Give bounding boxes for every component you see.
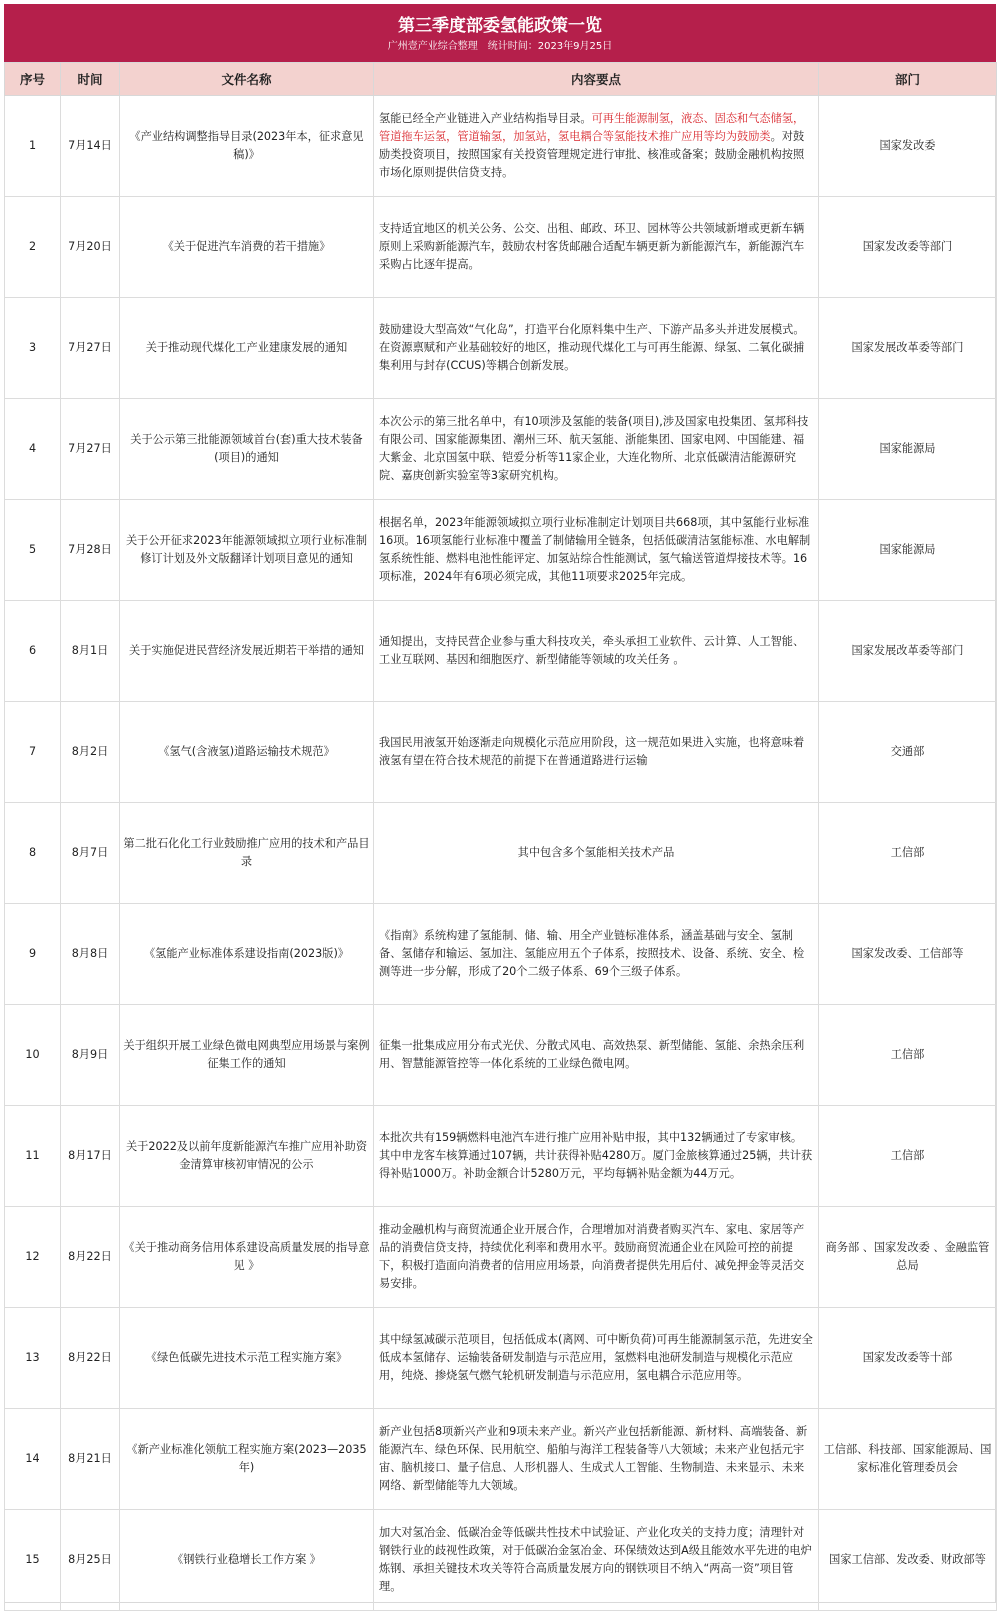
row-date: 8月17日	[61, 1106, 120, 1207]
row-number: 2	[5, 197, 61, 298]
row-department: 国家发改委	[819, 96, 997, 197]
row-content: 本次公示的第三批名单中，有10项涉及氢能的装备(项目),涉及国家电投集团、氢邦科技有限公司、国家能源集团、潮州三环、航天氢能、浙能集团、国家电网、中国能建、福大紫金、北京国氢中联、铠爱分析等11家企业，大连化物所、北京低碳清洁能源研究院、嘉庚创新实验室等3家研究机构。	[374, 399, 819, 500]
table-row	[5, 1510, 997, 1611]
table-row	[5, 298, 997, 399]
row-document: 关于实施促进民营经济发展近期若干举措的通知	[120, 601, 374, 702]
row-content: 鼓励建设大型高效“气化岛”，打造平台化原料集中生产、下游产品多头并进发展模式。在资源禀赋和产业基础较好的地区，推动现代煤化工与可再生能源、绿氢、二氧化碳捕集利用与封存(CCUS)等耦合创新发展。	[374, 298, 819, 399]
row-date: 8月21日	[61, 1409, 120, 1510]
row-department: 国家能源局	[819, 399, 997, 500]
row-content: 通知提出，支持民营企业参与重大科技攻关，牵头承担工业软件、云计算、人工智能、工业互联网、基因和细胞医疗、新型储能等领域的攻关任务 。	[374, 601, 819, 702]
table-row	[5, 399, 997, 500]
row-content: 支持适宜地区的机关公务、公交、出租、邮政、环卫、园林等公共领域新增或更新车辆原则上采购新能源汽车，鼓励农村客货邮融合适配车辆更新为新能源汽车，新能源汽车采购占比逐年提高。	[374, 197, 819, 298]
row-number: 10	[5, 1005, 61, 1106]
row-department: 工信部、科技部、国家能源局、国家标准化管理委员会	[819, 1409, 997, 1510]
table-row	[5, 1005, 997, 1106]
row-department: 国家发展改革委等部门	[819, 601, 997, 702]
table-row	[5, 803, 997, 904]
row-date: 7月28日	[61, 500, 120, 601]
column-header-no: 序号	[5, 63, 61, 96]
row-content: 推动金融机构与商贸流通企业开展合作，合理增加对消费者购买汽车、家电、家居等产品的消费信贷支持，持续优化利率和费用水平。鼓励商贸流通企业在风险可控的前提下，积极打造面向消费者的信用应用场景，向消费者提供先用后付、减免押金等灵活交易安排。	[374, 1207, 819, 1308]
table-row	[5, 1409, 997, 1510]
row-document: 关于推动现代煤化工产业建康发展的通知	[120, 298, 374, 399]
table-row	[5, 601, 997, 702]
row-document: 《氢气(含液氢)道路运输技术规范》	[120, 702, 374, 803]
row-document: 关于组织开展工业绿色微电网典型应用场景与案例征集工作的通知	[120, 1005, 374, 1106]
row-number: 15	[5, 1510, 61, 1611]
row-number: 14	[5, 1409, 61, 1510]
row-document: 第二批石化化工行业鼓励推广应用的技术和产品目录	[120, 803, 374, 904]
header-banner	[4, 4, 996, 62]
row-document: 《关于推动商务信用体系建设高质量发展的指导意见 》	[120, 1207, 374, 1308]
row-date: 8月1日	[61, 601, 120, 702]
row-content: 新产业包括8项新兴产业和9项未来产业。新兴产业包括新能源、新材料、高端装备、新能源汽车、绿色环保、民用航空、船舶与海洋工程装备等八大领域；未来产业包括元宇宙、脑机接口、量子信息、人形机器人、生成式人工智能、生物制造、未来显示、未来网络、新型储能等九大领域。	[374, 1409, 819, 1510]
row-document: 《新产业标准化领航工程实施方案(2023—2035年)	[120, 1409, 374, 1510]
content-highlight: 可再生能源制氢，液态、固态和气态储氢，管道拖车运氢，管道输氢，加氢站，氢电耦合等氢能技术推广应用等均为鼓励类	[379, 112, 805, 143]
column-header-doc: 文件名称	[120, 63, 374, 96]
row-number: 4	[5, 399, 61, 500]
table-row	[5, 1207, 997, 1308]
table-row	[5, 96, 997, 197]
row-number: 6	[5, 601, 61, 702]
column-header-date: 时间	[61, 63, 120, 96]
table-row	[5, 904, 997, 1005]
row-department: 国家发改委、工信部等	[819, 904, 997, 1005]
row-date: 7月27日	[61, 298, 120, 399]
row-document: 关于公开征求2023年能源领域拟立项行业标准制修订计划及外文版翻译计划项目意见的通知	[120, 500, 374, 601]
row-date: 8月2日	[61, 702, 120, 803]
row-number: 5	[5, 500, 61, 601]
content-text: 。对鼓励类投资项目，按照国家有关投资管理规定进行审批、核准或备案；鼓励金融机构按照市场化原则提供信贷支持。	[379, 130, 805, 179]
row-number: 11	[5, 1106, 61, 1207]
page-title: 第三季度部委氢能政策一览	[398, 16, 602, 36]
row-content: 征集一批集成应用分布式光伏、分散式风电、高效热泵、新型储能、氢能、余热余压利用、智慧能源管控等一体化系统的工业绿色微电网。	[374, 1005, 819, 1106]
row-content: 根据名单，2023年能源领域拟立项行业标准制定计划项目共668项，其中氢能行业标准16项。16项氢能行业标准中覆盖了制储输用全链条，包括低碳清洁氢能标准、水电解制氢系统性能、燃料电池性能评定、加氢站综合性能测试，氢气输送管道焊接技术等。16项标准，2024年有6项必须完成，其他11项要求2025年完成。	[374, 500, 819, 601]
page-subtitle: 广州壹产业综合整理 统计时间：2023年9月25日	[387, 41, 613, 52]
row-date: 8月25日	[61, 1510, 120, 1611]
row-date: 7月20日	[61, 197, 120, 298]
row-content: 加大对氢冶金、低碳冶金等低碳共性技术中试验证、产业化攻关的支持力度；清理针对钢铁行业的歧视性政策，对于低碳冶金氢冶金、环保绩效达到A级且能效水平先进的电炉炼钢、承担关键技术攻关等符合高质量发展方向的钢铁项目不纳入“两高一资”项目管理。	[374, 1510, 819, 1611]
row-number: 12	[5, 1207, 61, 1308]
row-department: 工信部	[819, 803, 997, 904]
row-number: 1	[5, 96, 61, 197]
content-text: 氢能已经全产业链进入产业结构指导目录。	[379, 112, 592, 125]
row-document: 《关于促进汽车消费的若干措施》	[120, 197, 374, 298]
column-header-dept: 部门	[819, 63, 997, 96]
row-content: 《指南》系统构建了氢能制、储、输、用全产业链标准体系，涵盖基础与安全、氢制备、氢储存和输运、氢加注、氢能应用五个子体系，按照技术、设备、系统、安全、检测等进一步分解，形成了20个二级子体系、69个三级子体系。	[374, 904, 819, 1005]
row-number: 7	[5, 702, 61, 803]
row-number: 3	[5, 298, 61, 399]
table-row	[5, 500, 997, 601]
row-number: 13	[5, 1308, 61, 1409]
policy-table	[4, 62, 997, 1611]
row-document: 《绿色低碳先进技术示范工程实施方案》	[120, 1308, 374, 1409]
row-department: 工信部	[819, 1106, 997, 1207]
row-department: 国家发改委等十部	[819, 1308, 997, 1409]
row-date: 7月27日	[61, 399, 120, 500]
row-date: 8月7日	[61, 803, 120, 904]
table-header-row	[5, 63, 997, 96]
row-date: 8月22日	[61, 1207, 120, 1308]
row-date: 8月8日	[61, 904, 120, 1005]
row-content: 其中包含多个氢能相关技术产品	[374, 803, 819, 904]
row-number: 9	[5, 904, 61, 1005]
row-document: 《氢能产业标准体系建设指南(2023版)》	[120, 904, 374, 1005]
row-document: 关于2022及以前年度新能源汽车推广应用补助资金清算审核初审情况的公示	[120, 1106, 374, 1207]
row-department: 国家发展改革委等部门	[819, 298, 997, 399]
row-content	[374, 96, 819, 197]
row-document: 《产业结构调整指导目录(2023年本，征求意见稿)》	[120, 96, 374, 197]
row-content: 本批次共有159辆燃料电池汽车进行推广应用补贴申报，其中132辆通过了专家审核。其中申龙客车核算通过107辆，共计获得补贴4280万。厦门金旅核算通过25辆，共计获得补贴1000万。补助金额合计5280万元，平均每辆补贴金额为44万元。	[374, 1106, 819, 1207]
table-row	[5, 1106, 997, 1207]
column-header-content: 内容要点	[374, 63, 819, 96]
row-document: 《钢铁行业稳增长工作方案 》	[120, 1510, 374, 1611]
row-department: 国家能源局	[819, 500, 997, 601]
table-row	[5, 1308, 997, 1409]
row-date: 8月9日	[61, 1005, 120, 1106]
row-date: 8月22日	[61, 1308, 120, 1409]
row-date: 7月14日	[61, 96, 120, 197]
row-department: 国家工信部、发改委、财政部等	[819, 1510, 997, 1611]
row-content: 其中绿氢减碳示范项目，包括低成本(离网、可中断负荷)可再生能源制氢示范，先进安全低成本氢储存、运输装备研发制造与示范应用，氢燃料电池研发制造与规模化示范应用，纯烧、掺烧氢气燃气轮机研发制造与示范应用，氢电耦合示范应用等。	[374, 1308, 819, 1409]
row-number: 8	[5, 803, 61, 904]
row-content: 我国民用液氢开始逐渐走向规模化示范应用阶段，这一规范如果进入实施，也将意味着液氢有望在符合技术规范的前提下在普通道路进行运输	[374, 702, 819, 803]
row-department: 工信部	[819, 1005, 997, 1106]
table-row	[5, 197, 997, 298]
table-row	[5, 702, 997, 803]
row-department: 交通部	[819, 702, 997, 803]
row-department: 国家发改委等部门	[819, 197, 997, 298]
row-document: 关于公示第三批能源领域首台(套)重大技术装备(项目)的通知	[120, 399, 374, 500]
row-department: 商务部 、国家发改委 、金融监管总局	[819, 1207, 997, 1308]
